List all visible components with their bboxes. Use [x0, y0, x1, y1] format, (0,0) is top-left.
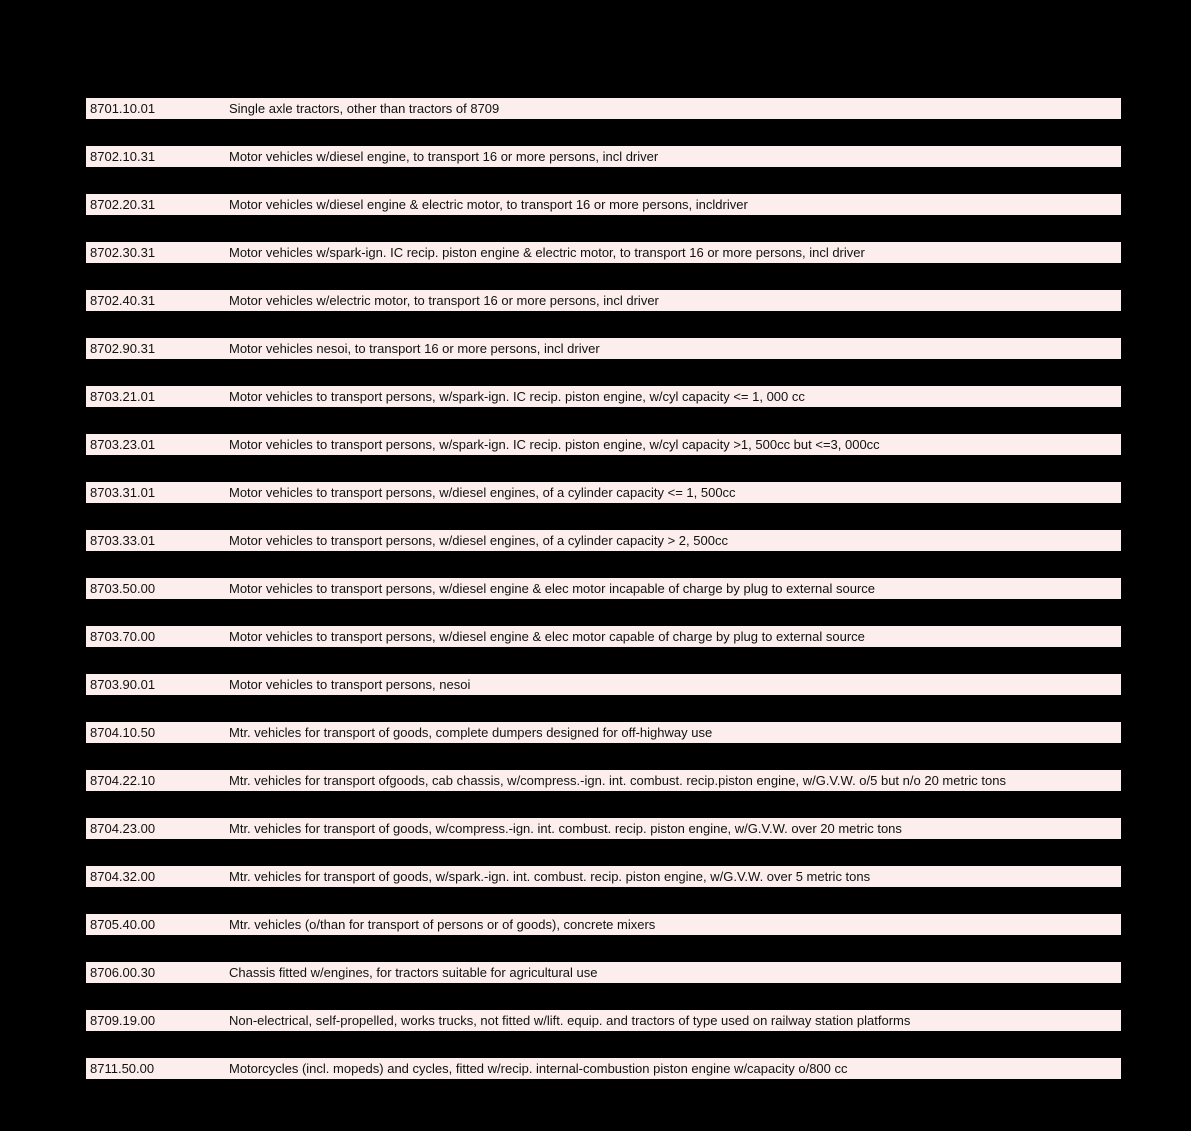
table-row [86, 866, 1121, 887]
hts-code-cell: 8704.22.10 [90, 773, 156, 788]
description-cell: Motor vehicles to transport persons, w/diesel engines, of a cylinder capacity > 2, 500cc [229, 533, 728, 548]
hts-code-cell: 8702.90.31 [90, 341, 156, 356]
description-cell: Motor vehicles to transport persons, w/diesel engines, of a cylinder capacity <= 1, 500cc [229, 485, 736, 500]
hts-code-cell: 8701.10.01 [90, 101, 156, 116]
description-cell: Motor vehicles w/spark-ign. IC recip. piston engine & electric motor, to transport 16 or more persons, incl driver [229, 245, 865, 260]
table-row [86, 1010, 1121, 1031]
description-cell: Motor vehicles nesoi, to transport 16 or more persons, incl driver [229, 341, 600, 356]
table-row [86, 290, 1121, 311]
table-row [86, 818, 1121, 839]
hts-code-cell: 8702.10.31 [90, 149, 156, 164]
description-cell: Motor vehicles to transport persons, w/spark-ign. IC recip. piston engine, w/cyl capacity >1, 500cc but <=3, 000cc [229, 437, 880, 452]
hts-code-cell: 8709.19.00 [90, 1013, 156, 1028]
hts-code-cell: 8703.50.00 [90, 581, 156, 596]
table-row [86, 914, 1121, 935]
description-cell: Single axle tractors, other than tractors of 8709 [229, 101, 500, 116]
hts-code-cell: 8702.20.31 [90, 197, 156, 212]
table-row [86, 530, 1121, 551]
description-cell: Non-electrical, self-propelled, works trucks, not fitted w/lift. equip. and tractors of type used on railway station platforms [229, 1013, 911, 1028]
hts-code-cell: 8706.00.30 [90, 965, 156, 980]
table-row [86, 674, 1121, 695]
hts-code-cell: 8703.33.01 [90, 533, 156, 548]
description-cell: Mtr. vehicles for transport of goods, w/compress.-ign. int. combust. recip. piston engine, w/G.V.W. over 20 metric tons [229, 821, 902, 836]
table-row [86, 962, 1121, 983]
description-cell: Motor vehicles w/electric motor, to transport 16 or more persons, incl driver [229, 293, 659, 308]
hts-code-cell: 8703.23.01 [90, 437, 156, 452]
hts-code-cell: 8704.10.50 [90, 725, 156, 740]
hts-code-cell: 8703.31.01 [90, 485, 156, 500]
table-row [86, 770, 1121, 791]
table-row [86, 482, 1121, 503]
table-row [86, 98, 1121, 119]
hts-code-cell: 8703.70.00 [90, 629, 156, 644]
description-cell: Motor vehicles w/diesel engine & electric motor, to transport 16 or more persons, incldriver [229, 197, 748, 212]
description-cell: Motor vehicles to transport persons, w/diesel engine & elec motor incapable of charge by plug to external source [229, 581, 876, 596]
table-row [86, 386, 1121, 407]
description-cell: Motor vehicles to transport persons, w/spark-ign. IC recip. piston engine, w/cyl capacity <= 1, 000 cc [229, 389, 805, 404]
table-row [86, 434, 1121, 455]
hts-code-cell: 8702.40.31 [90, 293, 156, 308]
table-row [86, 722, 1121, 743]
hts-code-cell: 8702.30.31 [90, 245, 156, 260]
hts-code-cell: 8704.32.00 [90, 869, 156, 884]
table-row [86, 242, 1121, 263]
table-row [86, 338, 1121, 359]
table-row [86, 146, 1121, 167]
table-row [86, 578, 1121, 599]
table-row [86, 626, 1121, 647]
description-cell: Mtr. vehicles for transport of goods, w/spark.-ign. int. combust. recip. piston engine, w/G.V.W. over 5 metric tons [229, 869, 871, 884]
description-cell: Mtr. vehicles for transport ofgoods, cab chassis, w/compress.-ign. int. combust. recip.piston engine, w/G.V.W. o/5 but n/o 20 metric tons [229, 773, 1006, 788]
hts-code-cell: 8703.21.01 [90, 389, 156, 404]
description-cell: Chassis fitted w/engines, for tractors suitable for agricultural use [229, 965, 598, 980]
table-row [86, 1058, 1121, 1079]
hts-code-cell: 8703.90.01 [90, 677, 156, 692]
hts-code-cell: 8704.23.00 [90, 821, 156, 836]
description-cell: Motorcycles (incl. mopeds) and cycles, fitted w/recip. internal-combustion piston engine w/capacity o/800 cc [229, 1061, 848, 1076]
description-cell: Mtr. vehicles (o/than for transport of persons or of goods), concrete mixers [229, 917, 656, 932]
hts-code-cell: 8705.40.00 [90, 917, 156, 932]
description-cell: Motor vehicles w/diesel engine, to transport 16 or more persons, incl driver [229, 149, 659, 164]
description-cell: Motor vehicles to transport persons, nesoi [229, 677, 471, 692]
tariff-code-table [86, 98, 1121, 1079]
description-cell: Mtr. vehicles for transport of goods, complete dumpers designed for off-highway use [229, 725, 713, 740]
hts-code-cell: 8711.50.00 [90, 1061, 155, 1076]
table-row [86, 194, 1121, 215]
description-cell: Motor vehicles to transport persons, w/diesel engine & elec motor capable of charge by plug to external source [229, 629, 865, 644]
